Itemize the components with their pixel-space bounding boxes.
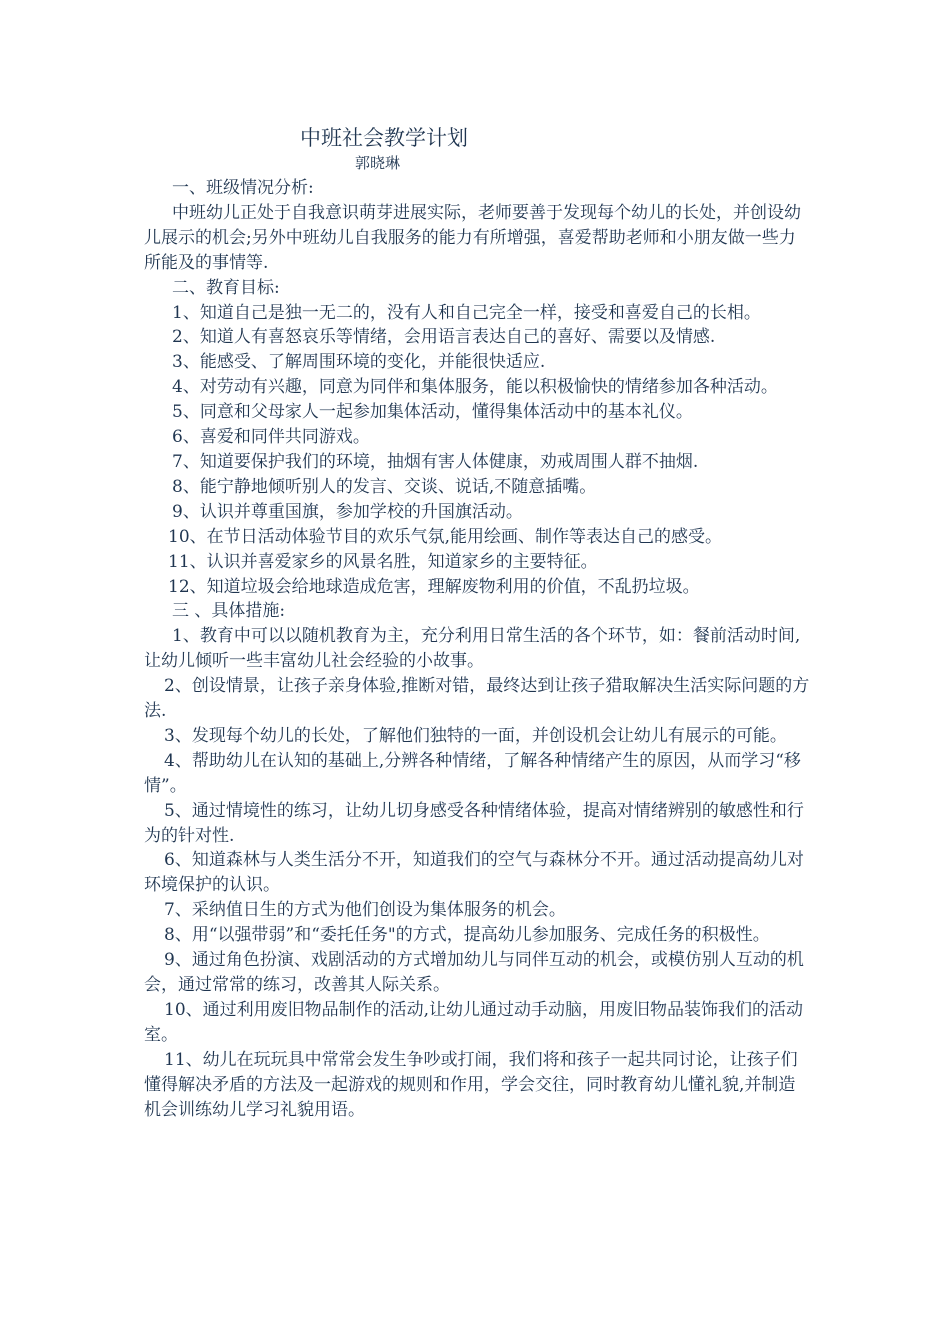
paragraph: 7、知道要保护我们的环境，抽烟有害人体健康，劝戒周围人群不抽烟. bbox=[172, 451, 699, 472]
paragraph: 7、采纳值日生的方式为他们创设为集体服务的机会。 bbox=[164, 900, 566, 921]
paragraph: 1、教育中可以以随机教育为主，充分利用日常生活的各个环节，如：餐前活动时间,让幼儿倾听一些丰富幼儿社会经验的小故事。 bbox=[144, 626, 801, 672]
paragraph: 6、知道森林与人类生活分不开，知道我们的空气与森林分不开。通过活动提高幼儿对环境保护的认识。 bbox=[144, 850, 804, 896]
paragraph: 2、知道人有喜怒哀乐等情绪，会用语言表达自己的喜好、需要以及情感. bbox=[172, 327, 716, 348]
paragraph: 一、班级情况分析: bbox=[172, 178, 314, 198]
paragraph: 10、通过利用废旧物品制作的活动,让幼儿通过动手动脑，用废旧物品装饰我们的活动室。 bbox=[144, 999, 804, 1045]
paragraph: 2、创设情景，让孩子亲身体验,推断对错，最终达到让孩子猎取解决生活实际问题的方法. bbox=[144, 676, 810, 722]
document-title: 中班社会教学计划 bbox=[300, 126, 468, 150]
paragraph: 4、对劳动有兴趣，同意为同伴和集体服务，能以积极愉快的情绪参加各种活动。 bbox=[172, 377, 778, 398]
paragraph: 12、知道垃圾会给地球造成危害，理解废物利用的价值，不乱扔垃圾。 bbox=[168, 576, 700, 597]
paragraph: 11、幼儿在玩玩具中常常会发生争吵或打闹，我们将和孩子一起共同讨论，让孩子们懂得解决矛盾的方法及一起游戏的规则和作用，学会交往，同时教育幼儿懂礼貌,并制造机会训练幼儿学习礼貌用语。 bbox=[144, 1049, 798, 1120]
paragraph: 8、用“以强带弱”和“委托任务"的方式，提高幼儿参加服务、完成任务的积极性。 bbox=[164, 925, 770, 946]
document-body bbox=[144, 176, 810, 1122]
paragraph: 10、在节日活动体验节目的欢乐气氛,能用绘画、制作等表达自己的感受。 bbox=[168, 526, 723, 547]
document-author: 郭晓琳 bbox=[355, 154, 401, 172]
paragraph: 6、喜爱和同伴共同游戏。 bbox=[172, 427, 370, 448]
paragraph: 中班幼儿正处于自我意识萌芽进展实际，老师要善于发现每个幼儿的长处，并创设幼儿展示的机会;另外中班幼儿自我服务的能力有所增强，喜爱帮助老师和小朋友做一些力所能及的事情等. bbox=[144, 202, 801, 273]
paragraph: 1、知道自己是独一无二的，没有人和自己完全一样，接受和喜爱自己的长相。 bbox=[172, 302, 761, 323]
paragraph: 5、同意和父母家人一起参加集体活动，懂得集体活动中的基本礼仪。 bbox=[172, 402, 693, 423]
paragraph: 3、能感受、了解周围环境的变化，并能很快适应. bbox=[172, 352, 546, 373]
paragraph: 8、能宁静地倾听别人的发言、交谈、说话,不随意插嘴。 bbox=[172, 476, 597, 497]
paragraph: 9、通过角色扮演、戏剧活动的方式增加幼儿与同伴互动的机会，或模仿别人互动的机会，通过常常的练习，改善其人际关系。 bbox=[144, 950, 804, 995]
paragraph: 4、帮助幼儿在认知的基础上,分辨各种情绪，了解各种情绪产生的原因，从而学习“移情”。 bbox=[144, 750, 801, 796]
paragraph: 11、认识并喜爱家乡的风景名胜，知道家乡的主要特征。 bbox=[168, 551, 598, 572]
paragraph: 5、通过情境性的练习，让幼儿切身感受各种情绪体验，提高对情绪辨别的敏感性和行为的针对性. bbox=[144, 800, 804, 846]
paragraph: 三 、具体措施: bbox=[172, 601, 286, 622]
paragraph: 二、教育目标: bbox=[172, 277, 280, 298]
paragraph: 9、认识并尊重国旗，参加学校的升国旗活动。 bbox=[172, 501, 523, 522]
paragraph: 3、发现每个幼儿的长处，了解他们独特的一面，并创设机会让幼儿有展示的可能。 bbox=[164, 725, 787, 746]
